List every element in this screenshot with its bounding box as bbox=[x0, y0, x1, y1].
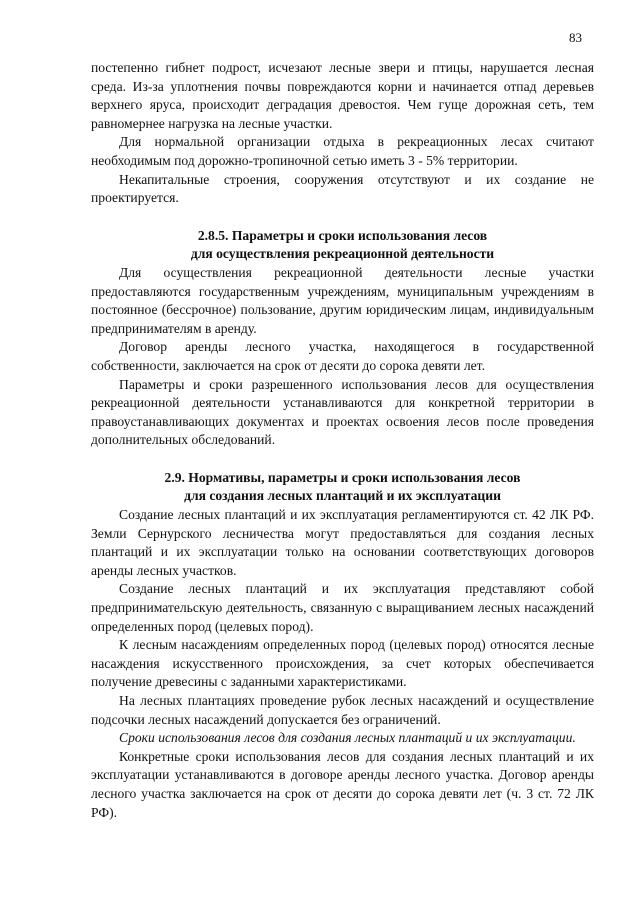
document-body bbox=[91, 59, 594, 822]
section-heading-2-9 bbox=[91, 469, 594, 506]
section-heading-2-9-line2: для создания лесных плантаций и их эксплуатации bbox=[184, 488, 501, 504]
section-heading-2-9-line1: 2.9. Нормативы, параметры и сроки использования лесов bbox=[164, 469, 521, 485]
section-2-9-paragraph-1: Создание лесных плантаций и их эксплуатация регламентируются ст. 42 ЛК РФ. Земли Сернурского лесничества могут предоставляться для создания лесных плантаций и их эксплуатации только на основании соответствующих договоров аренды лесных участков. bbox=[91, 507, 594, 578]
section-2-9-italic-subheading: Сроки использования лесов для создания лесных плантаций и их эксплуатации. bbox=[119, 730, 576, 746]
intro-paragraph-1: постепенно гибнет подрост, исчезают лесные звери и птицы, нарушается лесная среда. Из-за уплотнения почвы повреждаются корни и начинается отпад деревьев верхнего яруса, происходит деградация древостоя. Чем гуще дорожная сеть, тем равномернее нагрузка на лесные участки. bbox=[91, 60, 594, 131]
section-2-8-5-paragraph-2: Договор аренды лесного участка, находящегося в государственной собственности, заключается на срок от десяти до сорока девяти лет. bbox=[91, 339, 594, 373]
section-heading-2-8-5-line1: 2.8.5. Параметры и сроки использования лесов bbox=[197, 227, 488, 243]
section-2-8-5-paragraph-1: Для осуществления рекреационной деятельности лесные участки предоставляются государственным учреждениям, муниципальным учреждениям в постоянное (бессрочное) пользование, другим юридическим лицам, индивидуальным предпринимателям в аренду. bbox=[91, 264, 594, 336]
section-heading-2-8-5 bbox=[91, 227, 594, 264]
intro-paragraph-2: Для нормальной организации отдыха в рекреационных лесах считают необходимым под дорожно-тропиночной сетью иметь 3 - 5% территории. bbox=[91, 134, 594, 168]
section-2-9-paragraph-4: На лесных плантациях проведение рубок лесных насаждений и осуществление подсочки лесных насаждений допускается без ограничений. bbox=[91, 693, 594, 727]
section-heading-2-8-5-line2: для осуществления рекреационной деятельности bbox=[190, 246, 495, 262]
section-2-9-paragraph-2: Создание лесных плантаций и их эксплуатация представляют собой предпринимательскую деятельность, связанную с выращиванием лесных насаждений определенных пород (целевых пород). bbox=[91, 581, 594, 634]
page-number: 83 bbox=[569, 30, 582, 45]
section-2-9-paragraph-3: К лесным насаждениям определенных пород (целевых пород) относятся лесные насаждения искусственного происхождения, за счет которых обеспечивается получение древесины с заданными характеристиками. bbox=[91, 637, 594, 690]
intro-paragraph-3: Некапитальные строения, сооружения отсутствуют и их создание не проектируется. bbox=[91, 171, 594, 206]
section-2-8-5-paragraph-3: Параметры и сроки разрешенного использования лесов для осуществления рекреационной деятельности устанавливаются для конкретной территории в правоустанавливающих документах и проектах освоения лесов после проведения дополнительных обследований. bbox=[91, 376, 594, 448]
section-2-9-final-paragraph: Конкретные сроки использования лесов для создания лесных плантаций и их эксплуатации устанавливаются в договоре аренды лесного участка. Договор аренды лесного участка заключается на срок от десяти до сорока девяти лет (ч. 3 ст. 72 ЛК РФ). bbox=[91, 748, 594, 820]
